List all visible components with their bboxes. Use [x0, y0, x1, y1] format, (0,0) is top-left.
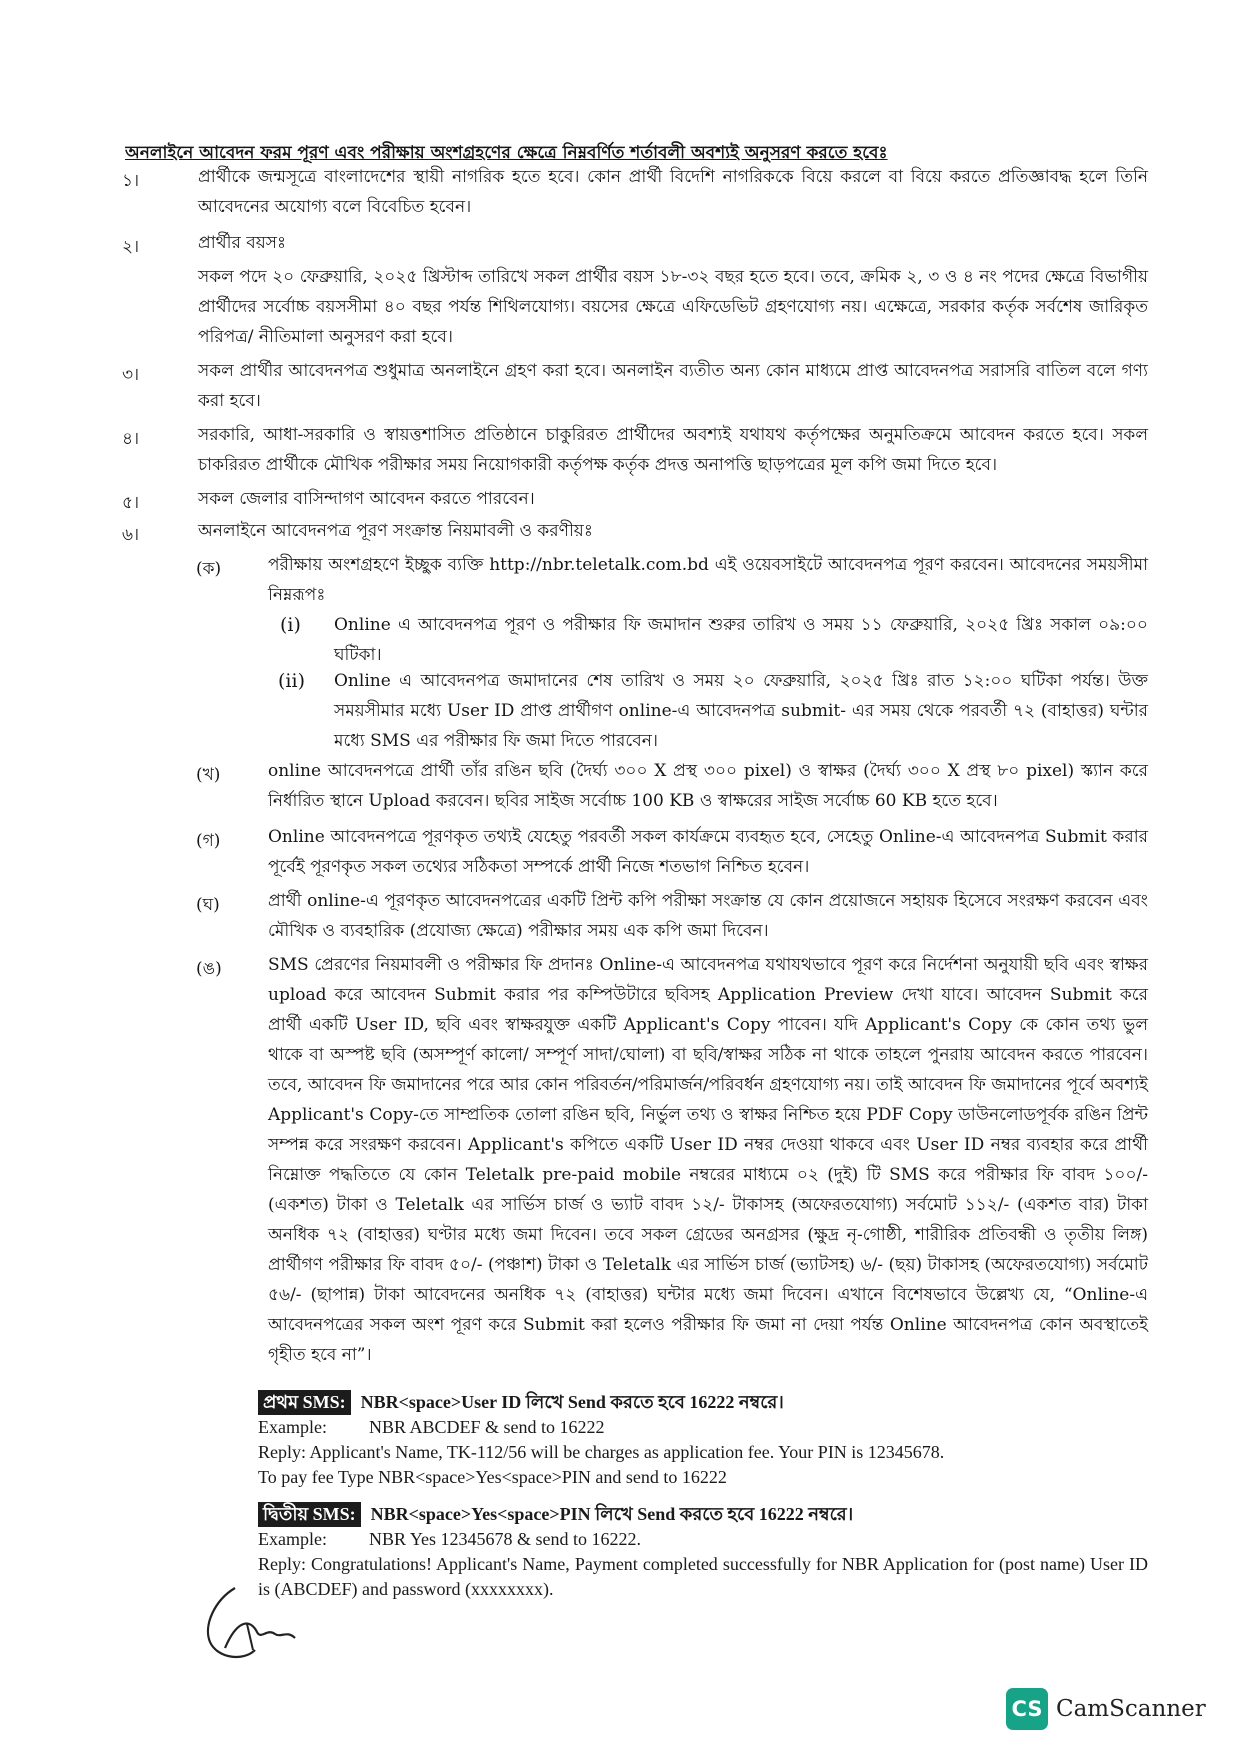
item-title: প্রার্থীর বয়সঃ [198, 233, 287, 253]
item-number: ৫। [122, 493, 140, 513]
sms-first-instruction: NBR<space>User ID লিখে Send করতে হবে 16222 নম্বরে। [360, 1392, 784, 1412]
sms-first-reply: Reply: Applicant's Name, TK-112/56 will be charges as application fee. Your PIN is 12345678. [258, 1442, 945, 1462]
subitem-label: (গ) [196, 831, 221, 851]
sms-second-instruction: NBR<space>Yes<space>PIN লিখে Send করতে হবে 16222 নম্বরে। [370, 1504, 854, 1524]
item-text: সকল জেলার বাসিন্দাগণ আবেদন করতে পারবেন। [198, 489, 535, 509]
camscanner-label: CamScanner [1056, 1696, 1206, 1722]
item-number: ৬। [122, 525, 140, 545]
section-heading: অনলাইনে আবেদন ফরম পূরণ এবং পরীক্ষায় অংশগ্রহণের ক্ষেত্রে নিম্নবর্ণিত শর্তাবলী অবশ্যই অনুসরণ করতে হবেঃ [125, 143, 888, 163]
roman-text: Online এ আবেদনপত্র পূরণ ও পরীক্ষার ফি জমাদান শুরুর তারিখ ও সময় ১১ ফেব্রুয়ারি, ২০২৫ খ্রিঃ সকাল ০৯:০০ ঘটিকা। [334, 615, 1148, 665]
subitem-text: পরীক্ষায় অংশগ্রহণে ইচ্ছুক ব্যক্তি http://nbr.teletalk.com.bd এই ওয়েবসাইটে আবেদনপত্র পূরণ করবেন। আবেদনের সময়সীমা নিম্নরূপঃ [268, 555, 1148, 605]
signature-image [195, 1580, 305, 1670]
subitem-label: (ক) [196, 559, 222, 579]
sms-first-tag: প্রথম SMS: [258, 1390, 351, 1415]
item-text: সকল প্রার্থীর আবেদনপত্র শুধুমাত্র অনলাইনে গ্রহণ করা হবে। অনলাইন ব্যতীত অন্য কোন মাধ্যমে প্রাপ্ত আবেদনপত্র সরাসরি বাতিল বলে গণ্য করা হবে। [198, 361, 1148, 411]
sms-first-example: NBR ABCDEF & send to 16222 [368, 1417, 605, 1437]
camscanner-watermark [1006, 1688, 1206, 1730]
item-number: ২। [122, 237, 140, 257]
item-text: অনলাইনে আবেদনপত্র পূরণ সংক্রান্ত নিয়মাবলী ও করণীয়ঃ [198, 521, 593, 541]
item-number: ৪। [122, 429, 140, 449]
sms-second-block [258, 1502, 1148, 1602]
sms-second-example: NBR Yes 12345678 & send to 16222. [368, 1529, 642, 1549]
sms-second-example-label: Example: [258, 1529, 327, 1549]
subitem-text: প্রার্থী online-এ পূরণকৃত আবেদনপত্রের একটি প্রিন্ট কপি পরীক্ষা সংক্রান্ত যে কোন প্রয়োজনে সহায়ক হিসেবে সংরক্ষণ করবেন এবং মৌখিক ও ব্যবহারিক (প্রযোজ্য ক্ষেত্রে) পরীক্ষার সময় এক কপি জমা দিবেন। [268, 891, 1148, 941]
sms-second-tag: দ্বিতীয় SMS: [258, 1502, 361, 1527]
subitem-text: online আবেদনপত্রে প্রার্থী তাঁর রঙিন ছবি (দৈর্ঘ্য ৩০০ X প্রস্থ ৩০০ pixel) ও স্বাক্ষর (দৈর্ঘ্য ৩০০ X প্রস্থ ৮০ pixel) স্ক্যান করে নির্ধারিত স্থানে Upload করবেন। ছবির সাইজ সর্বোচ্চ 100 KB ও স্বাক্ষরের সাইজ সর্বোচ্চ 60 KB হতে হবে। [268, 761, 1148, 811]
subitem-text: Online আবেদনপত্রে পূরণকৃত তথ্যই যেহেতু পরবর্তী সকল কার্যক্রমে ব্যবহৃত হবে, সেহেতু Online-এ আবেদনপত্র Submit করার পূর্বেই পূরণকৃত সকল তথ্যের সঠিকতা সম্পর্কে প্রার্থী নিজে শতভাগ নিশ্চিত হবেন। [268, 827, 1148, 877]
item-text: সকল পদে ২০ ফেব্রুয়ারি, ২০২৫ খ্রিস্টাব্দ তারিখে সকল প্রার্থীর বয়স ১৮-৩২ বছর হতে হবে। তবে, ক্রমিক ২, ৩ ও ৪ নং পদের ক্ষেত্রে বিভাগীয় প্রার্থীদের সর্বোচ্চ বয়সসীমা ৪০ বছর পর্যন্ত শিথিলযোগ্য। বয়সের ক্ষেত্রে এফিডেভিট গ্রহণযোগ্য নয়। এক্ষেত্রে, সরকার কর্তৃক সর্বশেষ জারিকৃত পরিপত্র/ নীতিমালা অনুসরণ করা হবে। [198, 267, 1148, 347]
sms-first-pay: To pay fee Type NBR<space>Yes<space>PIN and send to 16222 [258, 1467, 727, 1487]
subitem-label: (খ) [196, 765, 221, 785]
subitem-label: (ঙ) [196, 959, 222, 979]
sms-second-reply: Reply: Congratulations! Applicant's Name, Payment completed successfully for NBR Application for (post name) User ID is (ABCDEF) and password (xxxxxxxx). [258, 1554, 1148, 1599]
item-text: সরকারি, আধা-সরকারি ও স্বায়ত্তশাসিত প্রতিষ্ঠানে চাকুরিরত প্রার্থীদের অবশ্যই যথাযথ কর্তৃপক্ষের অনুমতিক্রমে আবেদন করতে হবে। সকল চাকরিরত প্রার্থীকে মৌখিক পরীক্ষার সময় নিয়োগকারী কর্তৃপক্ষ কর্তৃক প্রদত্ত অনাপত্তি ছাড়পত্রের মূল কপি জমা দিতে হবে। [198, 425, 1148, 475]
sms-first-block [258, 1390, 1158, 1490]
item-number: ১। [122, 171, 140, 191]
sms-first-example-label: Example: [258, 1417, 327, 1437]
item-number: ৩। [122, 365, 140, 385]
subitem-text: SMS প্রেরণের নিয়মাবলী ও পরীক্ষার ফি প্রদানঃ Online-এ আবেদনপত্র যথাযথভাবে পূরণ করে নির্দেশনা অনুযায়ী ছবি এবং স্বাক্ষর upload করে আবেদন Submit করার পর কম্পিউটারে ছবিসহ Application Preview দেখা যাবে। আবেদন Submit করে প্রার্থী একটি User ID, ছবি এবং স্বাক্ষরযুক্ত একটি Applicant's Copy পাবেন। যদি Applicant's Copy কে কোন তথ্য ভুল থাকে বা অস্পষ্ট ছবি (অসম্পূর্ণ কালো/ সম্পূর্ণ সাদা/ঘোলা) বা ছবি/স্বাক্ষর সঠিক না থাকে তাহলে পুনরায় আবেদন করতে পারবেন। তবে, আবেদন ফি জমাদানের পরে আর কোন পরিবর্তন/পরিমার্জন/পরিবর্ধন গ্রহণযোগ্য নয়। তাই আবেদন ফি জমাদানের পূর্বে অবশ্যই Applicant's Copy-তে সাম্প্রতিক তোলা রঙিন ছবি, নির্ভুল তথ্য ও স্বাক্ষর নিশ্চিত হয়ে PDF Copy ডাউনলোডপূর্বক রঙিন প্রিন্ট সম্পন্ন করে সংরক্ষণ করবেন। Applicant's কপিতে একটি User ID নম্বর দেওয়া থাকবে এবং User ID নম্বর ব্যবহার করে প্রার্থী নিম্নোক্ত পদ্ধতিতে যে কোন Teletalk pre-paid mobile নম্বরের মাধ্যমে ০২ (দুই) টি SMS করে পরীক্ষার ফি বাবদ ১০০/- (একশত) টাকা ও Teletalk এর সার্ভিস চার্জ ও ভ্যাট বাবদ ১২/- টাকাসহ (অফেরতযোগ্য) সর্বমোট ১১২/- (একশত বার) টাকা অনধিক ৭২ (বাহাত্তর) ঘণ্টার মধ্যে জমা দিবেন। তবে সকল গ্রেডের অনগ্রসর (ক্ষুদ্র নৃ-গোষ্ঠী, শারীরিক প্রতিবন্ধী ও তৃতীয় লিঙ্গ) প্রার্থীগণ পরীক্ষার ফি বাবদ ৫০/- (পঞ্চাশ) টাকা ও Teletalk এর সার্ভিস চার্জ (ভ্যাটসহ) ৬/- (ছয়) টাকাসহ (অফেরতযোগ্য) সর্বমোট ৫৬/- (ছাপান্ন) টাকা আবেদনের অনধিক ৭২ (বাহাত্তর) ঘন্টার মধ্যে জমা দিবেন। এখানে বিশেষভাবে উল্লেখ্য যে, “Online-এ আবেদনপত্রের সকল অংশ পূরণ করে Submit করা হলেও পরীক্ষার ফি জমা না দেয়া পর্যন্ত Online আবেদনপত্র কোন অবস্থাতেই গৃহীত হবে না”। [268, 955, 1148, 1365]
roman-text: Online এ আবেদনপত্র জমাদানের শেষ তারিখ ও সময় ২০ ফেব্রুয়ারি, ২০২৫ খ্রিঃ রাত ১২:০০ ঘটিকা পর্যন্ত। উক্ত সময়সীমার মধ্যে User ID প্রাপ্ত প্রার্থীগণ online-এ আবেদনপত্র submit- এর সময় থেকে পরবর্তী ৭২ (বাহাত্তর) ঘন্টার মধ্যে SMS এর পরীক্ষার ফি জমা দিতে পারবেন। [334, 671, 1148, 751]
subitem-label: (ঘ) [196, 895, 220, 915]
camscanner-logo-icon: CS [1006, 1688, 1048, 1730]
item-text: প্রার্থীকে জন্মসূত্রে বাংলাদেশের স্থায়ী নাগরিক হতে হবে। কোন প্রার্থী বিদেশি নাগরিককে বিয়ে করলে বা বিয়ে করতে প্রতিজ্ঞাবদ্ধ হলে তিনি আবেদনের অযোগ্য বলে বিবেচিত হবেন। [198, 167, 1148, 217]
roman-label: (ii) [278, 670, 305, 692]
roman-label: (i) [280, 614, 301, 636]
